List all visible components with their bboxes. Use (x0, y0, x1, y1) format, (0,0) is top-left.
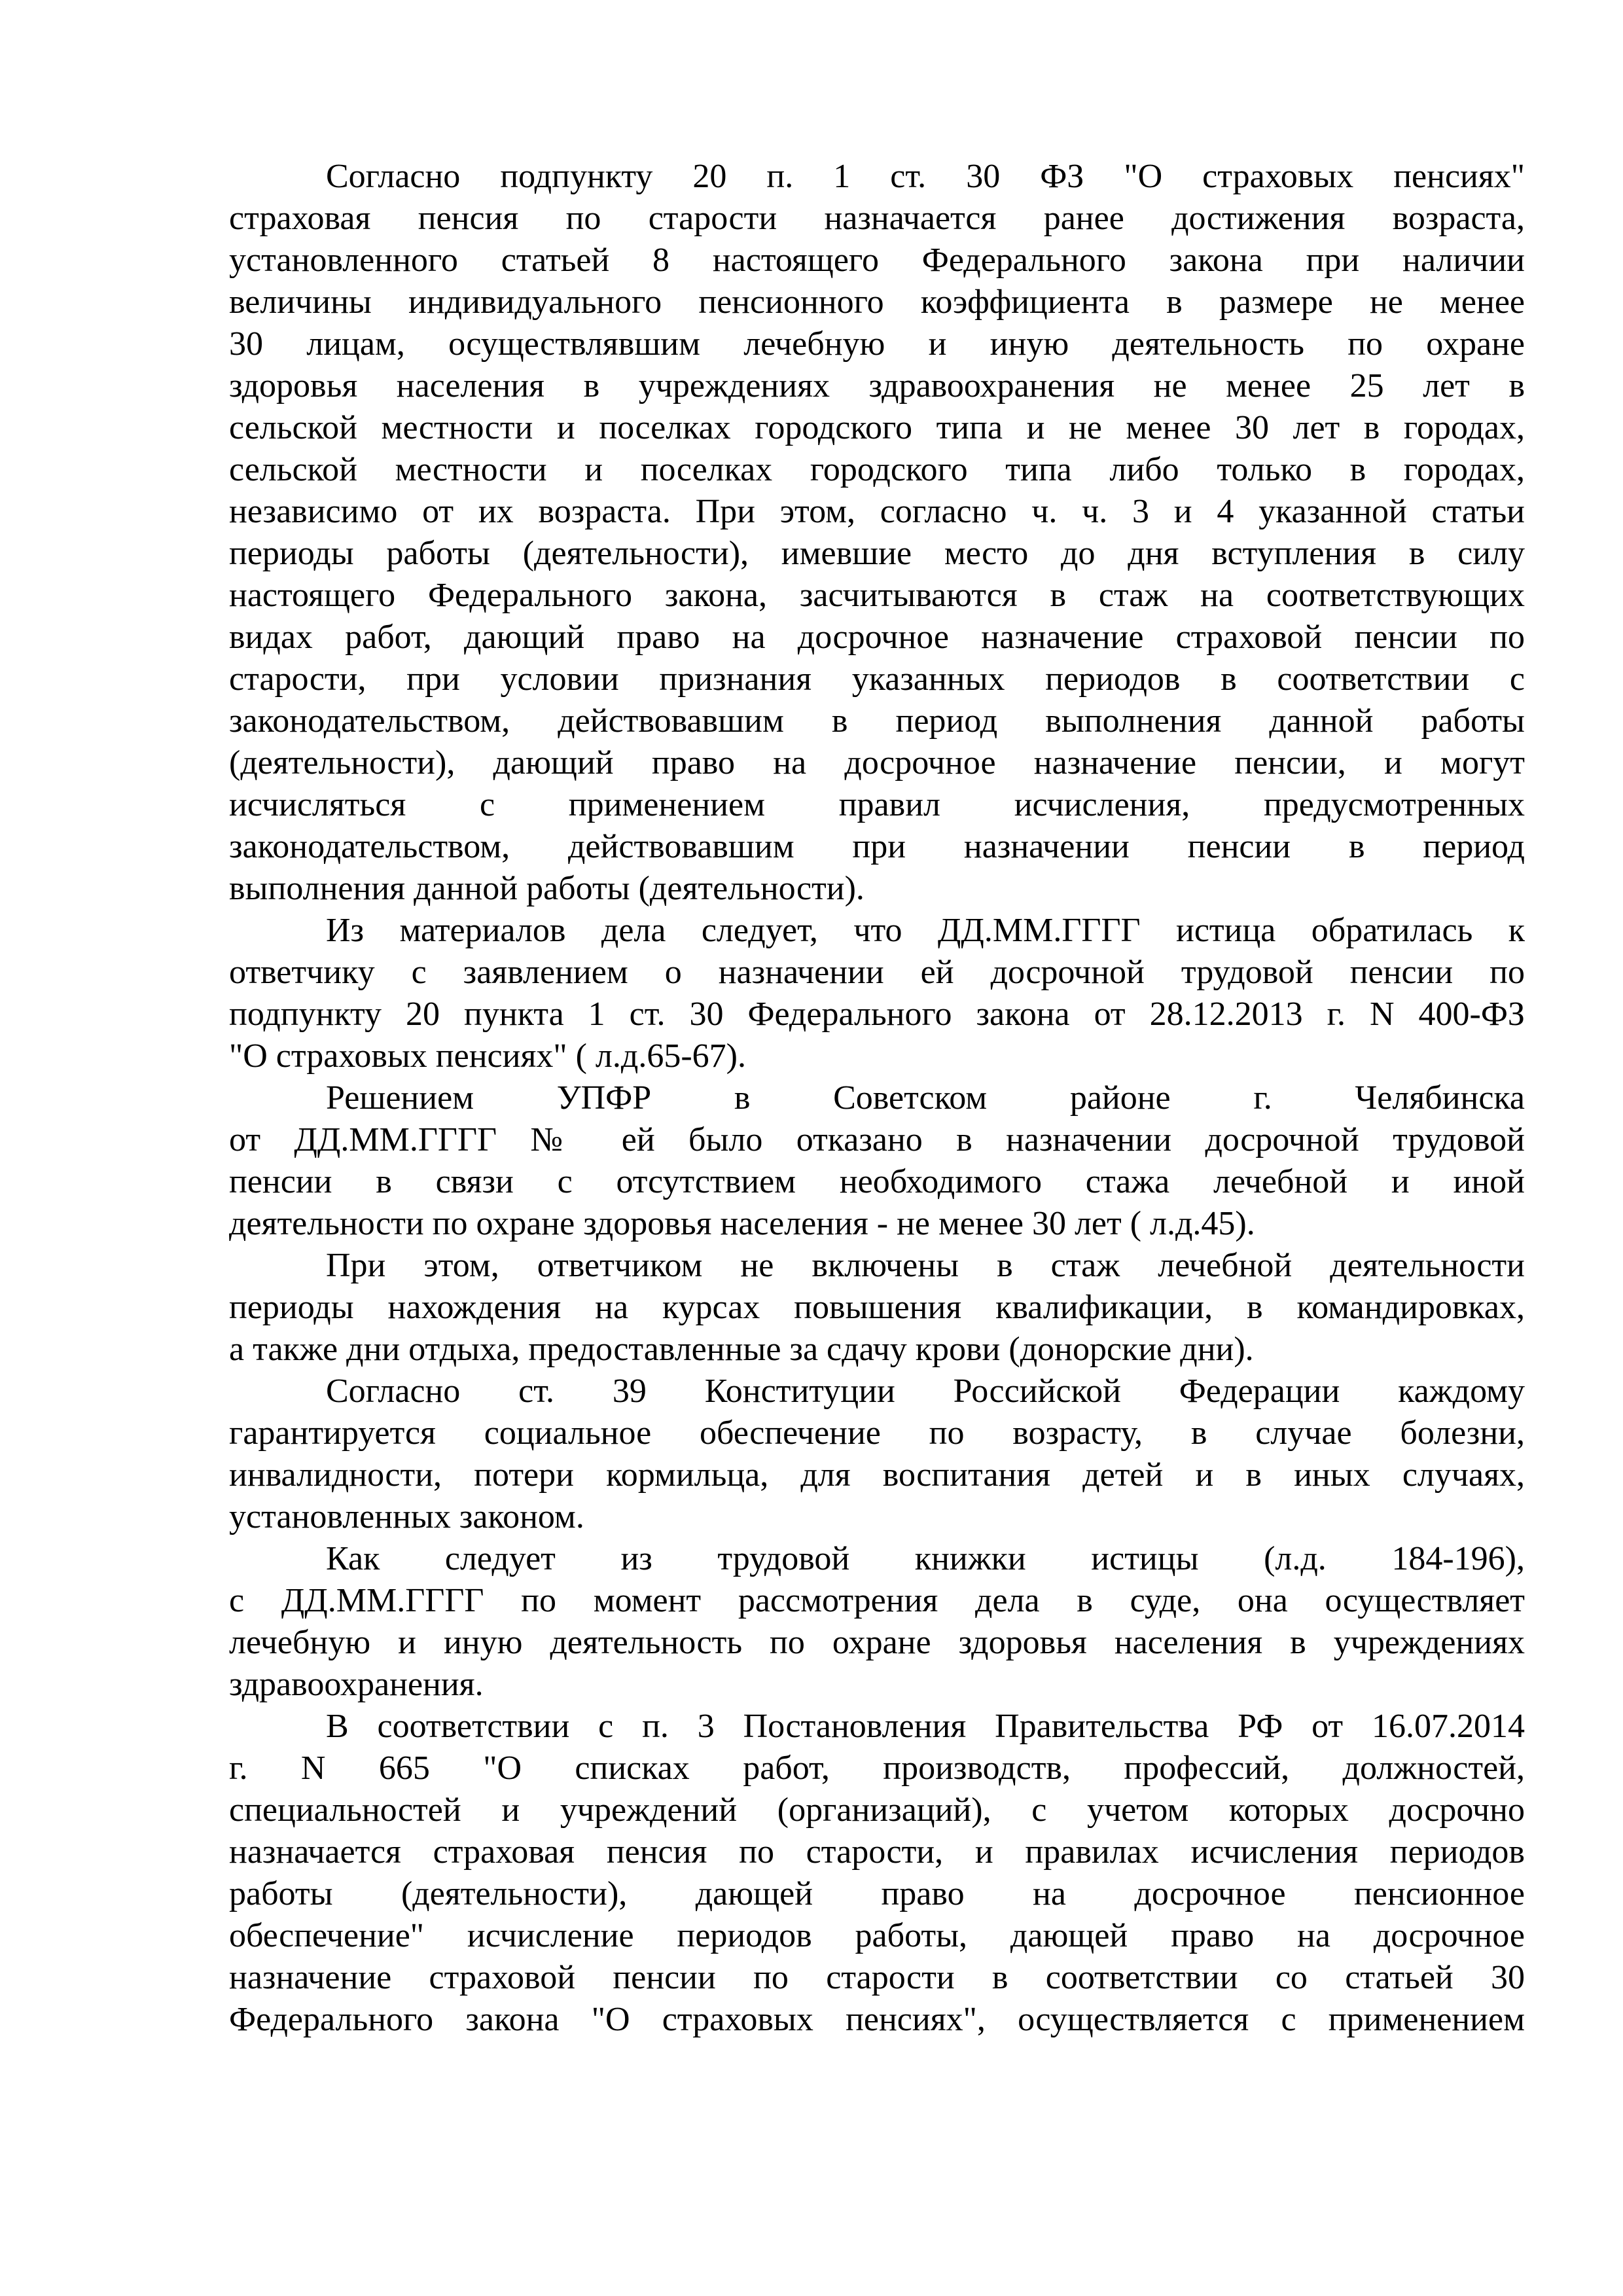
text-line: инвалидности, потери кормильца, для воспитания детей и в иных случаях, (229, 1456, 1525, 1494)
text-line: деятельности по охране здоровья населения - не менее 30 лет ( л.д.45). (229, 1205, 1255, 1242)
text-line: назначается страховая пенсия по старости, и правилах исчисления периодов (229, 1833, 1525, 1871)
text-line: здравоохранения. (229, 1666, 484, 1703)
paragraph (229, 1077, 1525, 1245)
paragraph (229, 910, 1525, 1077)
text-line: установленных законом. (229, 1498, 584, 1535)
text-line: г. N 665 "О списках работ, производств, профессий, должностей, (229, 1749, 1525, 1787)
text-line: от ДД.ММ.ГГГГ № ей было отказано в назначении досрочной трудовой (229, 1121, 1525, 1158)
text-line: В соответствии с п. 3 Постановления Правительства РФ от 16.07.2014 (326, 1708, 1525, 1745)
text-line: подпункту 20 пункта 1 ст. 30 Федерального закона от 28.12.2013 г. N 400-ФЗ (229, 996, 1525, 1033)
text-line: сельской местности и поселках городского типа либо только в городах, (229, 451, 1525, 488)
text-line: установленного статьей 8 настоящего Федерального закона при наличии (229, 242, 1525, 279)
paragraph (229, 1538, 1525, 1706)
text-line: исчисляться с применением правил исчисления, предусмотренных (229, 786, 1525, 823)
text-line: законодательством, действовавшим при назначении пенсии в период (229, 828, 1525, 865)
text-line: независимо от их возраста. При этом, согласно ч. ч. 3 и 4 указанной статьи (229, 493, 1525, 530)
paragraph (229, 1371, 1525, 1538)
text-line: 30 лицам, осуществлявшим лечебную и иную деятельность по охране (229, 325, 1525, 363)
text-line: назначение страховой пенсии по старости в соответствии со статьей 30 (229, 1959, 1525, 1996)
text-line: периоды нахождения на курсах повышения квалификации, в командировках, (229, 1289, 1525, 1326)
text-line: страховая пенсия по старости назначается ранее достижения возраста, (229, 200, 1525, 237)
text-line: периоды работы (деятельности), имевшие место до дня вступления в силу (229, 535, 1525, 572)
text-line: Как следует из трудовой книжки истицы (л.д. 184-196), (326, 1540, 1525, 1577)
text-line: Решением УПФР в Советском районе г. Челябинска (326, 1079, 1525, 1117)
text-line: выполнения данной работы (деятельности). (229, 870, 865, 907)
text-line: "О страховых пенсиях" ( л.д.65-67). (229, 1037, 746, 1075)
text-line: с ДД.ММ.ГГГГ по момент рассмотрения дела в суде, она осуществляет (229, 1582, 1525, 1619)
text-line: пенсии в связи с отсутствием необходимого стажа лечебной и иной (229, 1163, 1525, 1200)
text-line: Федерального закона "О страховых пенсиях", осуществляется с применением (229, 2001, 1525, 2038)
paragraph (229, 156, 1525, 910)
text-line: старости, при условии признания указанных периодов в соответствии с (229, 660, 1525, 698)
text-line: При этом, ответчиком не включены в стаж лечебной деятельности (326, 1247, 1525, 1284)
text-block (229, 156, 1525, 2041)
text-line: а также дни отдыха, предоставленные за сдачу крови (донорские дни). (229, 1331, 1254, 1368)
text-line: видах работ, дающий право на досрочное назначение страховой пенсии по (229, 619, 1525, 656)
text-line: работы (деятельности), дающей право на досрочное пенсионное (229, 1875, 1525, 1912)
text-line: настоящего Федерального закона, засчитываются в стаж на соответствующих (229, 577, 1525, 614)
text-line: Из материалов дела следует, что ДД.ММ.ГГГГ истица обратилась к (326, 912, 1525, 949)
paragraph (229, 1706, 1525, 2041)
text-line: Согласно ст. 39 Конституции Российской Федерации каждому (326, 1372, 1525, 1410)
text-line: законодательством, действовавшим в период выполнения данной работы (229, 702, 1525, 740)
text-line: Согласно подпункту 20 п. 1 ст. 30 ФЗ "О страховых пенсиях" (326, 158, 1525, 195)
text-line: ответчику с заявлением о назначении ей досрочной трудовой пенсии по (229, 954, 1525, 991)
text-line: величины индивидуального пенсионного коэффициента в размере не менее (229, 283, 1525, 321)
text-line: лечебную и иную деятельность по охране здоровья населения в учреждениях (229, 1624, 1525, 1661)
text-line: здоровья населения в учреждениях здравоохранения не менее 25 лет в (229, 367, 1525, 404)
text-line: сельской местности и поселках городского типа и не менее 30 лет в городах, (229, 409, 1525, 446)
text-line: обеспечение" исчисление периодов работы, дающей право на досрочное (229, 1917, 1525, 1954)
text-line: (деятельности), дающий право на досрочное назначение пенсии, и могут (229, 744, 1525, 781)
text-line: гарантируется социальное обеспечение по возрасту, в случае болезни, (229, 1414, 1525, 1452)
paragraph (229, 1245, 1525, 1371)
text-line: специальностей и учреждений (организаций), с учетом которых досрочно (229, 1791, 1525, 1829)
